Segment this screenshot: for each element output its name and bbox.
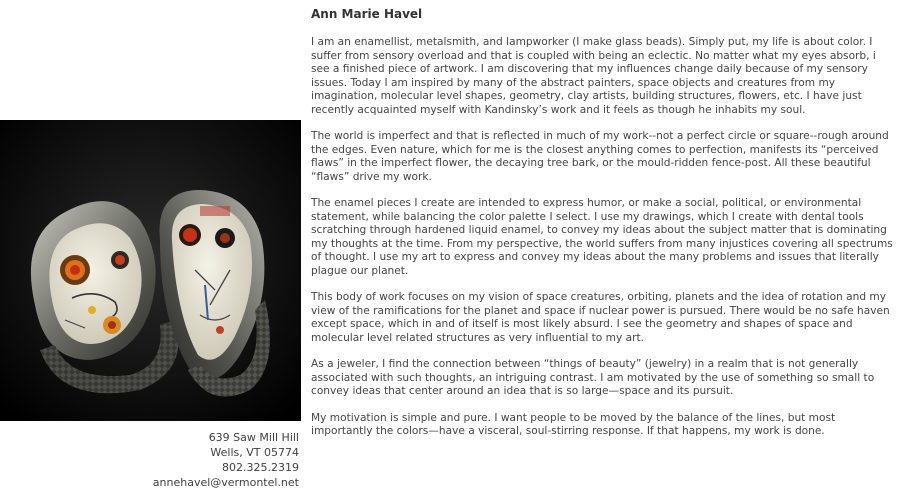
contact-block <box>0 430 299 490</box>
artist-name: Ann Marie Havel <box>311 7 423 21</box>
artwork-photo <box>0 120 301 421</box>
statement-paragraph: This body of work focuses on my vision of space creatures, orbiting, planets and the idea of rotation and my view of the ramifications for the planet and space if nuclear power is pursued. There would be no safe haven except space, which in and of itself is most likely absurd. I see the geometry and shapes of space and molecular level related structures as very influential to my art. <box>311 291 890 344</box>
contact-city: Wells, VT 05774 <box>210 446 299 459</box>
contact-email[interactable]: annehavel@vermontel.net <box>152 476 299 489</box>
statement-paragraph: The enamel pieces I create are intended to express humor, or make a social, political, or environmental statement, while balancing the color palette I select. I use my drawings, which I create with dental tools scratching through hardened liquid enamel, to convey my ideas about the subject matter that is dominating my thoughts at the time. From my perspective, the world suffers from many injustices covering all spectrums of thought. I use my art to express and convey my ideas about the many problems and issues that literally plague our planet. <box>311 197 893 277</box>
artist-statement <box>311 6 893 452</box>
statement-paragraph: I am an enamellist, metalsmith, and lampworker (I make glass beads). Simply put, my life is about color. I suffer from sensory overload and that is coupled with being an eclectic. No matter what my eyes absorb, i see a finished piece of artwork. I am discovering that my influences change daily because of my sensory issues. Today I am inspired by many of the abstract painters, space objects and creatures from my imagination, molecular level shapes, geometry, clay artists, building structures, flowers, etc. I have just recently acquainted myself with Kandinsky’s work and it feels as though he inhabits my soul. <box>311 36 876 116</box>
statement-paragraph: The world is imperfect and that is reflected in much of my work--not a perfect circle or square--rough around the edges. Even nature, which for me is the closest anything comes to perfection, manifests its “perceived flaws” in the imperfect flower, the decaying tree bark, or the mould-ridden fence-post. All these beautiful “flaws” drive my work. <box>311 130 889 183</box>
statement-paragraph: My motivation is simple and pure. I want people to be moved by the balance of the lines, but most importantly the colors—have a visceral, soul-stirring response. If that happens, my work is done. <box>311 411 836 437</box>
ring-artwork-image <box>0 120 301 421</box>
statement-paragraph: As a jeweler, I find the connection between “things of beauty” (jewelry) in a realm that is not generally associated with such thoughts, an intriguing contrast. I am motivated by the use of something so small to convey ideas that center around an idea that is so large—space and its pursuit. <box>311 358 875 397</box>
contact-phone: 802.325.2319 <box>222 461 299 474</box>
contact-address: 639 Saw Mill Hill <box>208 431 299 444</box>
